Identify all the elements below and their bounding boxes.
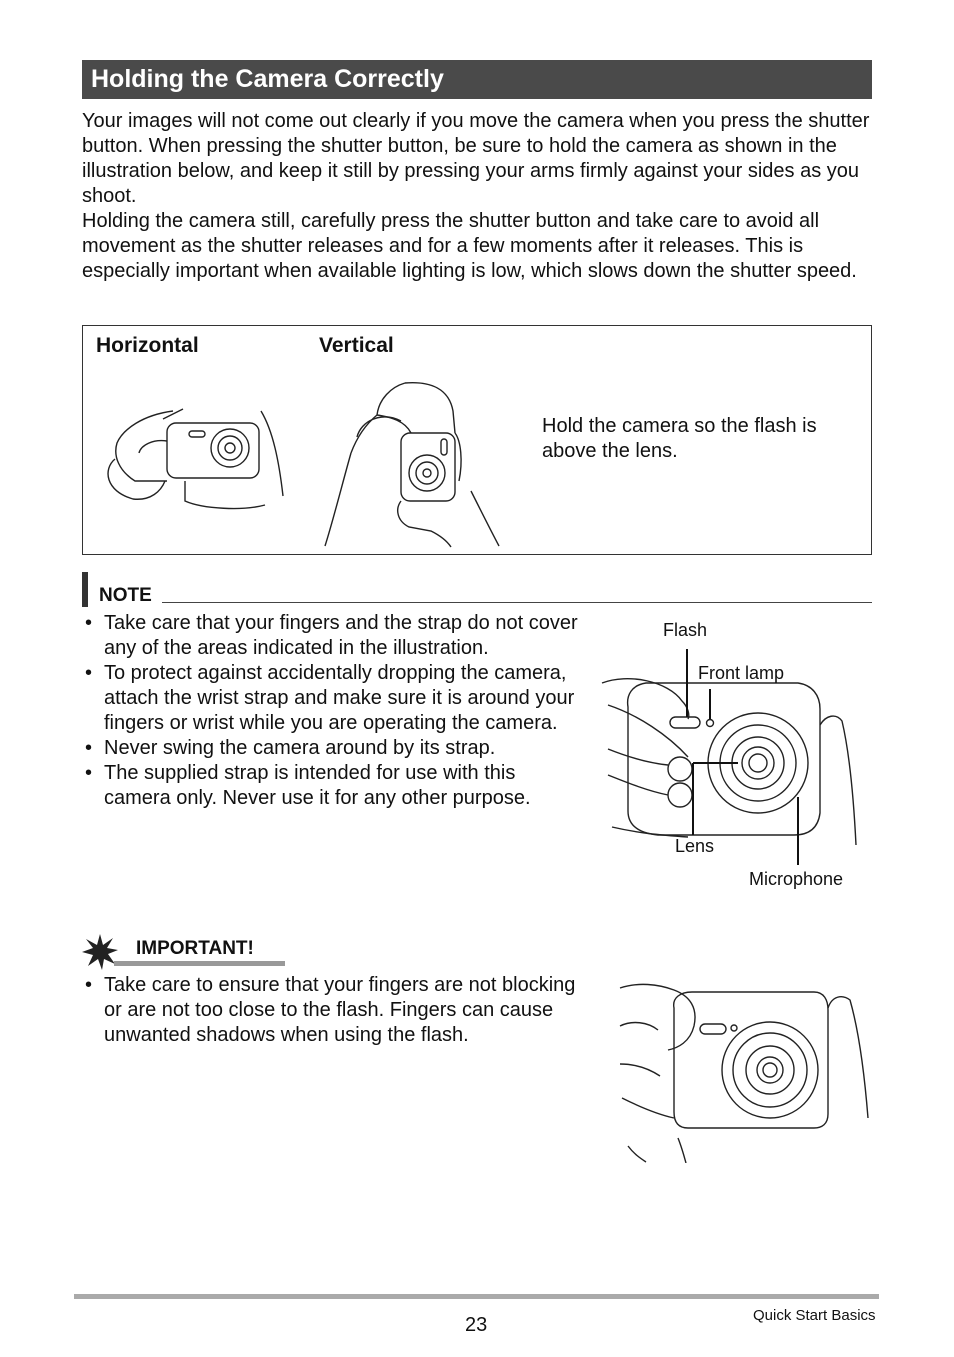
intro-text	[82, 109, 872, 284]
holding-positions-box	[82, 325, 872, 555]
note-label: NOTE	[99, 585, 152, 606]
front-lamp-callout: Front lamp	[698, 663, 785, 683]
list-item: • To protect against accidentally dropping the camera, attach the wrist strap and make sure it is around your fingers or wrist while you are operating the camera.	[82, 661, 582, 736]
list-item: • Take care that your fingers and the strap do not cover any of the areas indicated in the illustration.	[82, 611, 582, 661]
note-divider	[162, 602, 872, 603]
list-item: • The supplied strap is intended for use with this camera only. Never use it for any other purpose.	[82, 761, 582, 811]
intro-paragraph-1: Your images will not come out clearly if you move the camera when you press the shutter button. When pressing the shutter button, be sure to hold the camera as shown in the illustration below, and keep it still by pressing your arms firmly against your sides as you shoot.	[82, 110, 870, 207]
note-list	[82, 611, 582, 811]
page-number: 23	[465, 1314, 488, 1336]
page-title: Holding the Camera Correctly	[82, 60, 872, 99]
flash-callout: Flash	[663, 620, 708, 640]
list-item: • Take care to ensure that your fingers are not blocking or are not too close to the flash. Fingers can cause unwanted shadows when using the flash.	[82, 973, 582, 1048]
section-name: Quick Start Basics	[753, 1307, 876, 1324]
note-marker	[82, 572, 88, 607]
burst-icon	[82, 934, 118, 970]
important-list	[82, 973, 582, 1048]
vertical-hold-illustration	[321, 381, 506, 549]
holding-instruction: Hold the camera so the flash is above the lens.	[542, 415, 817, 462]
finger-on-camera-illustration	[618, 968, 876, 1163]
important-label: IMPORTANT!	[136, 938, 254, 959]
microphone-callout: Microphone	[749, 869, 844, 889]
footer-divider	[74, 1294, 879, 1299]
vertical-label: Vertical	[319, 334, 394, 357]
important-divider	[114, 961, 285, 966]
lens-callout: Lens	[675, 836, 715, 856]
horizontal-label: Horizontal	[96, 334, 199, 357]
horizontal-hold-illustration	[103, 401, 288, 516]
intro-paragraph-2: Holding the camera still, carefully press the shutter button and take care to avoid all movement as the shutter releases and for a few moments after it releases. This is especially important when available lighting is low, which slows down the shutter speed.	[82, 210, 857, 282]
list-item: • Never swing the camera around by its strap.	[82, 736, 582, 761]
